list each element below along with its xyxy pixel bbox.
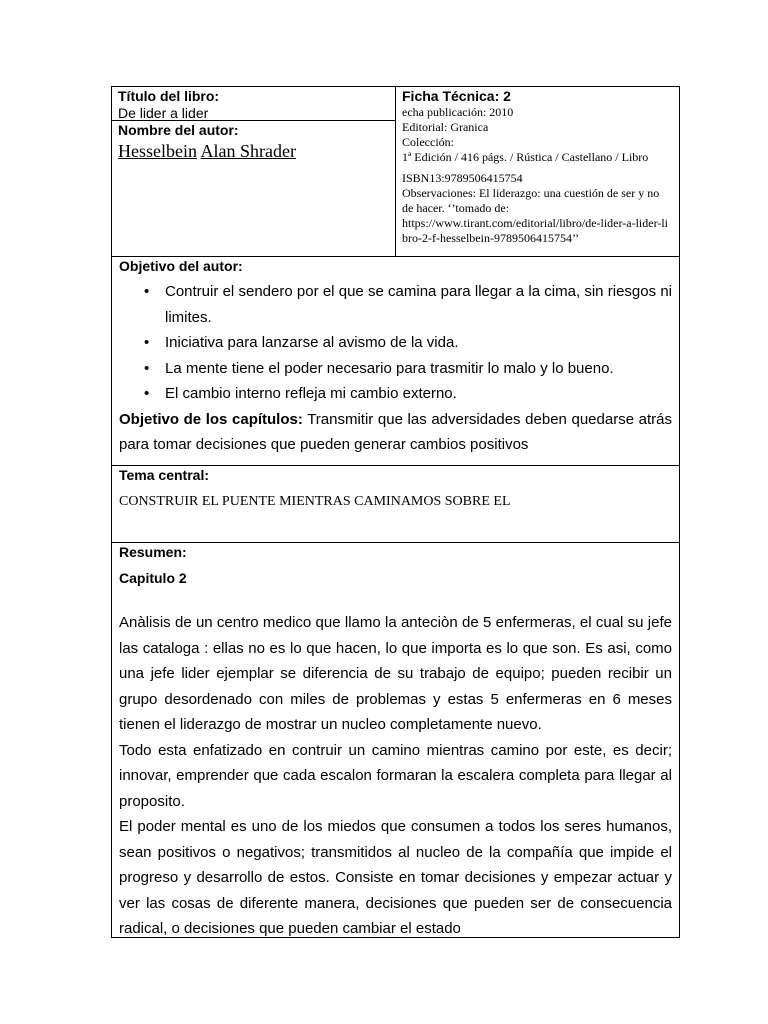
bullet-icon: • xyxy=(144,283,150,300)
book-summary-table xyxy=(111,86,680,938)
ficha-label: Ficha Técnica: 2 xyxy=(402,88,511,104)
objetivo-bullet-text: Iniciativa para lanzarse al avismo de la vida. xyxy=(165,334,459,351)
objetivo-bullet xyxy=(119,356,672,382)
objetivo-bullet xyxy=(119,381,672,407)
resumen-row xyxy=(112,543,679,937)
bullet-icon: • xyxy=(144,334,150,351)
tema-label: Tema central: xyxy=(119,467,209,483)
tema-text: CONSTRUIR EL PUENTE MIENTRAS CAMINAMOS SOBRE EL xyxy=(119,494,511,509)
title-value: De lider a lider xyxy=(118,105,209,121)
ficha-fecha: echa publicación: 2010 xyxy=(402,105,514,119)
resumen-chapter: Capitulo 2 xyxy=(119,570,187,586)
objetivo-label: Objetivo del autor: xyxy=(119,258,243,274)
capitulos-objective xyxy=(119,407,672,458)
ficha-edicion: 1ª Edición / 416 págs. / Rústica / Castellano / Libro xyxy=(402,150,649,164)
capitulos-label: Objetivo de los capítulos: xyxy=(119,410,303,428)
objetivo-bullet xyxy=(119,330,672,356)
resumen-paragraph: Anàlisis de un centro medico que llamo la anteciòn de 5 enfermeras, el cual su jefe las cataloga : ellas no es lo que hacen, lo que importa es lo que son. Es asi, como una jefe lider ejemplar se diferencia de su trabajo de equipo; pueden recibir un grupo desordenado con miles de problemas y estas 5 enfermeras en 6 meses tienen el liderazgo de mostrar un nucleo completamente nuevo. xyxy=(119,614,672,733)
author-cell xyxy=(112,121,395,162)
ficha-source-url: https://www.tirant.com/editorial/libro/de-lider-a-lider-libro-2-f-hesselbein-9789506415754’’ xyxy=(402,216,668,245)
title-label: Título del libro: xyxy=(118,88,220,104)
bullet-icon: • xyxy=(144,359,150,377)
objetivo-bullet-list xyxy=(119,279,672,407)
ficha-tecnica-cell xyxy=(396,87,679,256)
author-name xyxy=(118,140,389,162)
author-name-first: Hesselbein xyxy=(118,141,197,161)
objetivo-row xyxy=(112,257,679,466)
ficha-isbn: ISBN13:9789506415754 xyxy=(402,171,523,185)
ficha-editorial: Editorial: Granica xyxy=(402,120,489,134)
author-name-second: Alan Shrader xyxy=(200,141,296,161)
resumen-label: Resumen: xyxy=(119,544,187,560)
title-cell xyxy=(112,87,395,121)
tema-row xyxy=(112,466,679,543)
author-label: Nombre del autor: xyxy=(118,122,239,138)
ficha-coleccion: Colección: xyxy=(402,135,454,149)
capitulos-text: Transmitir que las adversidades deben quedarse atrás para tomar decisiones que pueden generar cambios positivos xyxy=(119,410,672,453)
resumen-paragraph: El poder mental es uno de los miedos que consumen a todos los seres humanos, sean positivos o negativos; transmitidos al nucleo de la compañía que impide el progreso y desarrollo de estos. Consiste en tomar decisiones y empezar actuar y ver las cosas de diferente manera, decisiones que pueden ser de consecuencia radical, o decisiones que pueden cambiar el estado xyxy=(119,818,672,937)
book-info-cell xyxy=(112,87,396,256)
bullet-icon: • xyxy=(144,385,150,402)
objetivo-bullet xyxy=(119,279,672,330)
objetivo-bullet-text: Contruir el sendero por el que se camina para llegar a la cima, sin riesgos ni limites. xyxy=(165,283,672,326)
objetivo-bullet-text: La mente tiene el poder necesario para trasmitir lo malo y lo bueno. xyxy=(165,359,614,377)
objetivo-bullet-text: El cambio interno refleja mi cambio externo. xyxy=(165,385,457,402)
ficha-observaciones: Observaciones: El liderazgo: una cuestión de ser y no de hacer. ‘’tomado de: xyxy=(402,186,660,215)
book-info-row xyxy=(112,87,679,257)
resumen-paragraph: Todo esta enfatizado en contruir un camino mientras camino por este, es decir; innovar, emprender que cada escalon formaran la escalera completa para llegar al proposito. xyxy=(119,741,672,810)
